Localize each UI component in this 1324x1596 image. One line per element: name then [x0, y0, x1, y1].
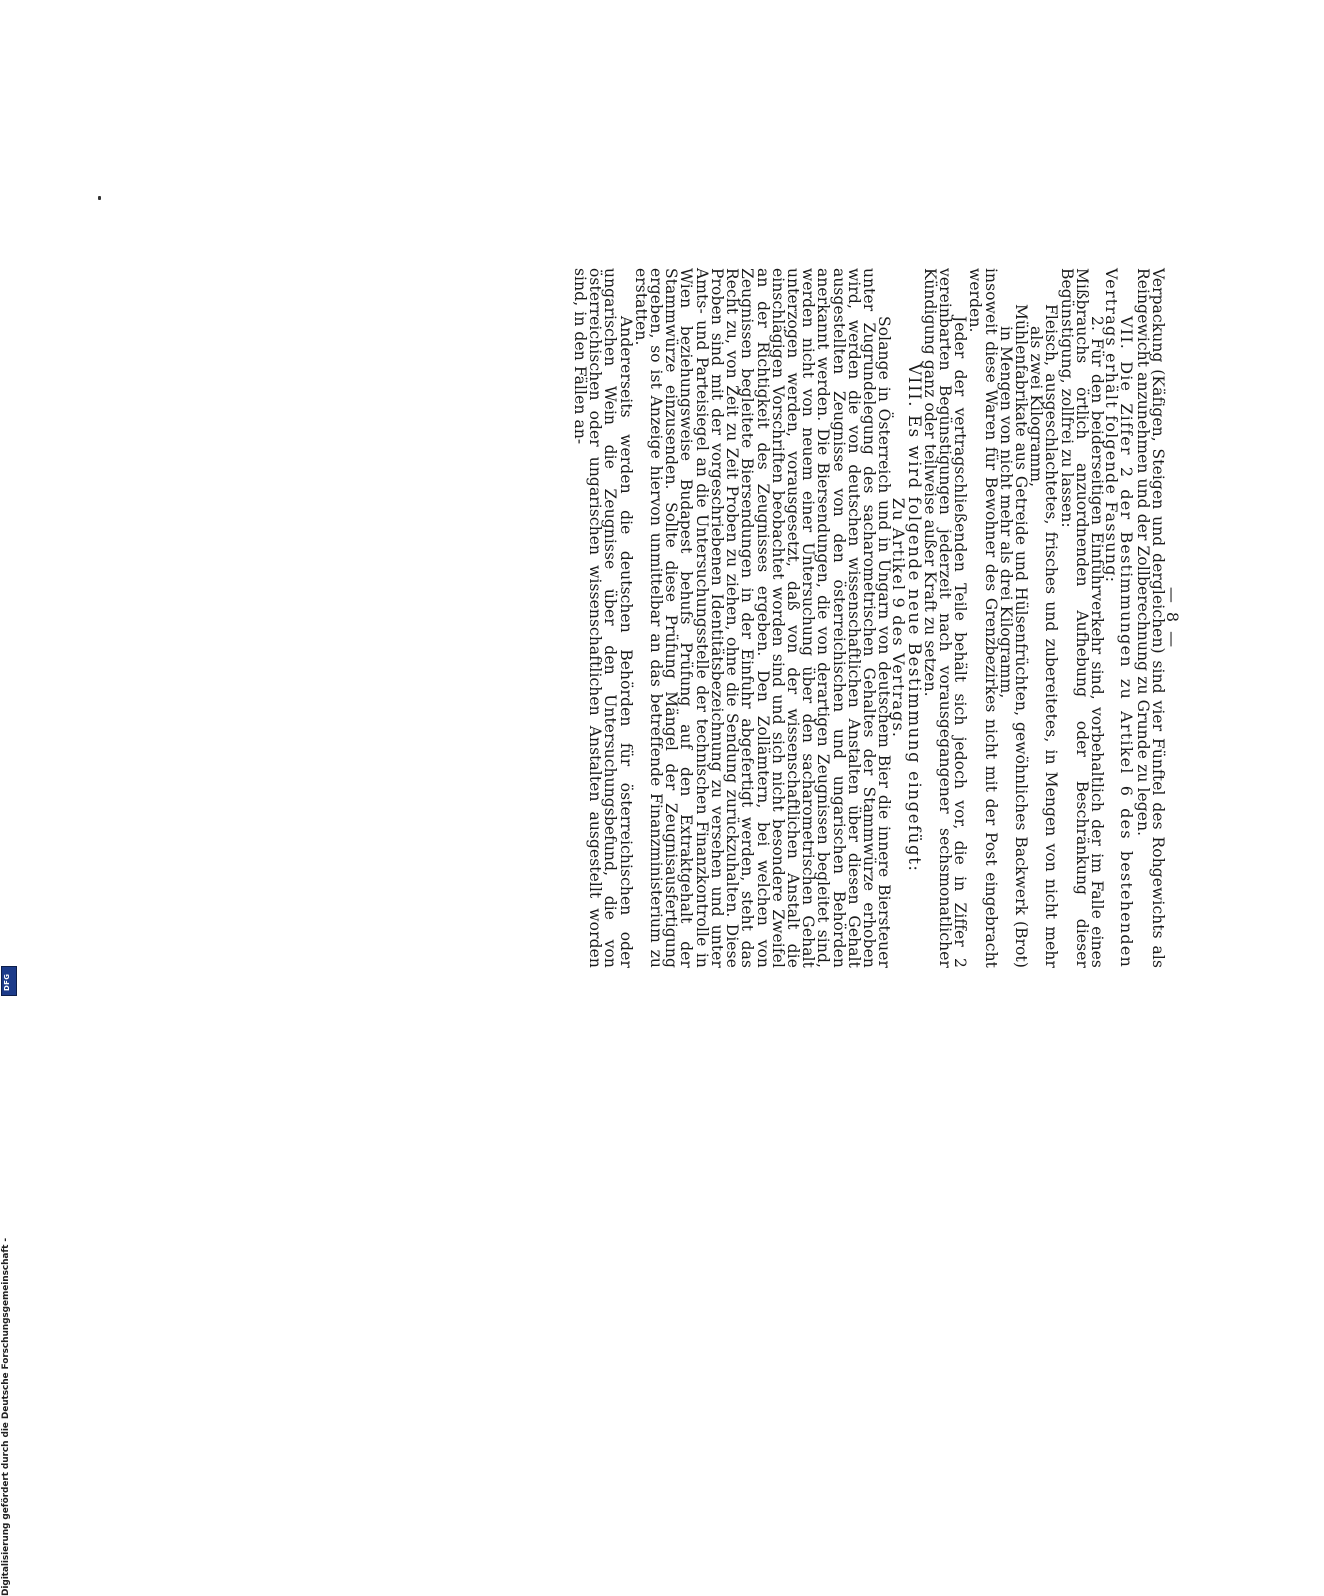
- dfg-logo-text: DFG: [3, 973, 11, 991]
- paragraph-post-exception: insoweit diese Waren für Bewohner des Grenzbezirkes nicht mit der Post eingebracht werden.: [966, 268, 1000, 968]
- paragraph-item-2: 2. Für den beiderseitigen Einfuhrverkehr sind, vorbehaltlich der im Falle eines Mißbrauchs örtlich anzuordnenden Aufhebung oder Beschränkung dieser Begünstigung, zollfrei zu lassen:: [1057, 268, 1106, 968]
- paragraph-beer: Solange in Österreich und in Ungarn von deutschem Bier die innere Biersteuer unter Zugrundelegung des sacharometrischen Gehaltes der Stammwürze erhoben wird, werden die von deutschen wissenschaftlichen Anstalten über diesen Gehalt ausgestellten Zeugnisse von den österreichischen und ungarischen Behörden anerkannt werden. Die Biersendungen, die von derartigen Zeugnissen begleitet sind, werden nicht von neuem einer Untersuchung über den sacharometrischen Gehalt unterzogen werden, vorausgesetzt, daß von der wissenschaftlichen Anstalt die einschlägigen Vorschriften beobachtet worden sind und sich nicht besondere Zweifel an der Richtigkeit des Zeugnisses ergeben. Den Zollämtern, bei welchen von Zeugnissen begleitete Biersendungen in der Einfuhr abgefertigt werden, steht das Recht zu, von Zeit zu Zeit Proben zu ziehen, ohne die Sendung zurückzuhalten. Diese Proben sind mit der vorgeschriebenen Identitätsbezeichnung zu versehen und unter Amts- und Parteisiegel an die Untersuchungsstelle der technischen Finanzkontrolle in Wien beziehungsweise Budapest behufs Prüfung auf den Extraktgehalt der Stammwürze einzusenden. Sollte diese Prüfung Mängel der Zeugnisausfertigung ergeben, so ist Anzeige hiervon unmittelbar an das betreffende Finanzministerium zu erstatten.: [631, 268, 894, 968]
- dfg-logo-icon: [1, 966, 17, 996]
- list-item-meat: Fleisch, ausgeschlachtetes, frisches und zubereitetes, in Mengen von nicht mehr als zwei Kilogramm,: [1027, 304, 1061, 968]
- paragraph-reservation: Jeder der vertragschließenden Teile behält sich jedoch vor, die in Ziffer 2 vereinbarten Begünstigungen jederzeit nach vorausgegangener sechsmonatlicher Kündigung ganz oder teilweise außer Kraft zu setzen.: [920, 268, 970, 968]
- footer-credit: Digitalisierung gefördert durch die Deutsche Forschungsgemeinschaft -: [1, 1237, 11, 1596]
- paragraph-continuation: Verpackung (Käfigen, Steigen und dergleichen) sind vier Fünftel des Rohgewichts als Reingewicht anzunehmen und der Zollberechnung zu Grunde zu legen.: [1133, 268, 1167, 968]
- page-number: — 8 —: [1163, 586, 1182, 650]
- scan-speck: [98, 196, 101, 200]
- section-vii-heading: VII. Die Ziffer 2 der Bestimmungen zu Artikel 6 des bestehenden Vertrags erhält folgende Fassung:: [1102, 268, 1137, 968]
- list-item-mill-products: Mühlenfabrikate aus Getreide und Hülsenfrüchten, gewöhnliches Backwerk (Brot) in Mengen von nicht mehr als drei Kilogramm,: [996, 304, 1030, 968]
- section-viii-heading: VIII. Es wird folgende neue Bestimmung eingefügt:: [904, 363, 924, 873]
- rotated-text-page: [572, 268, 1180, 968]
- footer-strip: [0, 606, 18, 1596]
- paragraph-wine: Andererseits werden die deutschen Behörden für österreichischen oder ungarischen Wein die Zeugnisse über den Untersuchungsbefund, die von österreichischen oder ungarischen wissenschaftlichen Anstalten ausgestellt worden sind, in den Fällen an-: [571, 268, 635, 968]
- article-9-subheading: Zu Artikel 9 des Vertrags.: [889, 497, 909, 739]
